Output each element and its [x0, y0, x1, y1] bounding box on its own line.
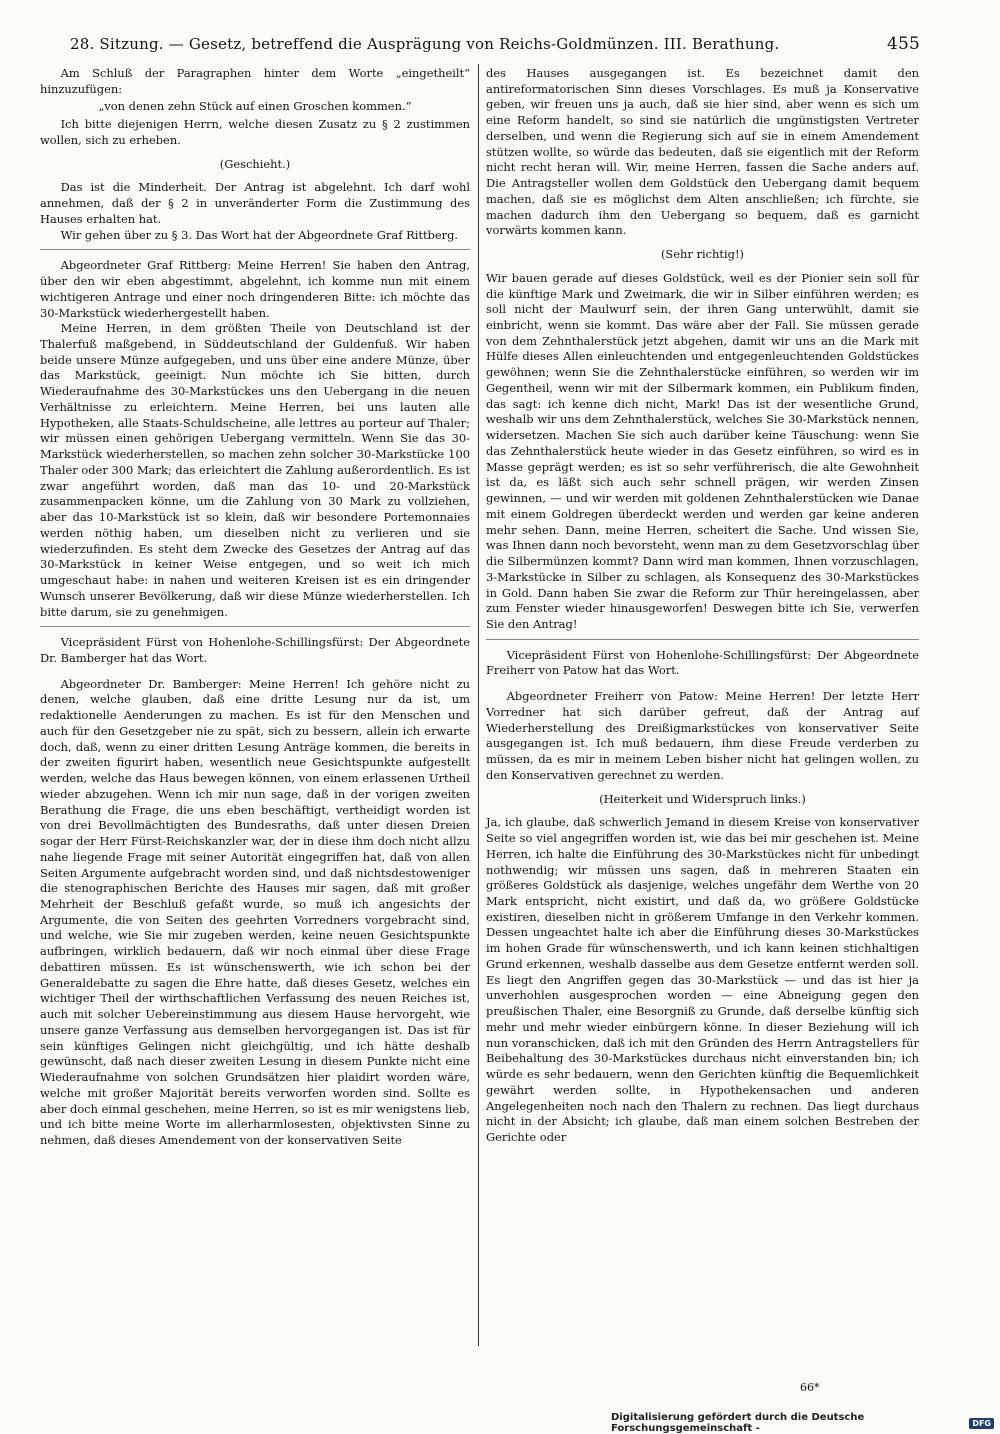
paragraph: Wir bauen gerade auf dieses Goldstück, weil es der Pionier sein soll für die künftige Mark und Zweimark, die wir in Silber einführen werden; es soll nicht der Maulwurf sein, der ihren Gang unterwühlt, damit sie einbricht, wenn sie kommt. Das wäre aber der Fall. Sie müssen gerade von dem Zehnthalerstück jetzt abgehen, damit wir uns an die Mark mit Hülfe dieses Allen einleuchtenden und entgegenleuchtenden Goldstückes gewöhnen; wenn Sie die Zehnthalerstücke einführen, so werden wir im Gegentheil, wenn wir mit der Silbermark kommen, ein Publikum finden, das sagt: ich kenne dich nicht, Mark! Das ist der wesentliche Grund, weshalb wir uns dem Zehnthalerstück, welches Sie 30-Markstück nennen, widersetzen. Machen Sie sich auch darüber keine Täuschung: wenn Sie das Zehnthalerstück heute wieder in das Gesetz einführen, so wird es in Masse geprägt werden; es ist so sehr verführerisch, die alte Gewohnheit ist da, es läßt sich auch sehr schnell prägen, wir werden Zinsen gewinnen, — und wir werden mit goldenen Zehnthalerstücken wie Danae mit einem Goldregen überdeckt werden und werden gar keine anderen mehr sehen. Dann, meine Herren, scheitert die Sache. Und wissen Sie, was Ihnen dann noch bevorsteht, wenn man zu dem Gesetzvorschlag über die Silbermünzen kommt? Dann wird man kommen, Ihnen vorzuschlagen, 3-Markstücke in Silber zu schlagen, als Konsequenz des 30-Markstückes in Gold. Dann haben Sie zwar die Reform zur Thür hereingelassen, aber zum Fenster wieder hinausgeworfen! Deswegen bitte ich Sie, verwerfen Sie den Antrag! [486, 270, 919, 631]
left-column [40, 66, 470, 1149]
speech-paragraph: Meine Herren, in dem größten Theile von Deutschland ist der Thalerfuß maßgebend, in Süddeutschland der Guldenfuß. Wir haben beide unsere Münze aufgegeben, und uns über eine andere Münze, über das Markstück, geeinigt. Nun möchte ich Sie bitten, durch Wiederaufnahme des 30-Markstückes uns den Uebergang in die neuen Verhältnisse zu erleichtern. Meine Herren, bei uns lauten alle Hypotheken, alle Staats-Schuldscheine, alle lettres au porteur auf Thaler; wir müssen einen gehörigen Uebergang vermitteln. Wenn Sie das 30-Markstück wiederherstellen, so machen zehn solcher 30-Markstücke 100 Thaler oder 300 Mark; das erleichtert die Zahlung außerordentlich. Es ist zwar angeführt worden, daß man das 10- und 20-Markstück zusammenpacken könne, um die Zahlung von 30 Mark zu vollziehen, aber das 10-Markstück ist so klein, daß wir besondere Portemonnaies werden nöthig haben, um dieselben nicht zu verlieren und sie wiederzufinden. Es steht dem Zwecke des Gesetzes der Antrag auf das 30-Markstück in keiner Weise entgegen, und so weit ich mich umgeschaut habe: in nahen und weiteren Kreisen ist es ein dringender Wunsch unserer Bevölkerung, daß wir diese Münze wiederherstellen. Ich bitte darum, sie zu genehmigen. [40, 321, 470, 619]
speaker-announcement: Vicepräsident Fürst von Hohenlohe-Schillingsfürst: Der Abgeordnete Dr. Bamberger hat das Wort. [40, 635, 470, 665]
dfg-logo: DFG [969, 1418, 994, 1429]
section-rule [40, 626, 470, 627]
speaker-announcement: Vicepräsident Fürst von Hohenlohe-Schillingsfürst: Der Abgeordnete Freiherr von Patow hat das Wort. [486, 647, 919, 678]
speech-paragraph: Abgeordneter Graf Rittberg: Meine Herren! Sie haben den Antrag, über den wir eben abgestimmt, abgelehnt, ich komme nun mit einem wichtigeren Antrage und einer noch dringenderen Bitte: ich möchte das 30-Markstück wiederhergestellt haben. [40, 258, 470, 320]
right-column [486, 66, 919, 1146]
quoted-amendment: „von denen zehn Stück auf einen Groschen kommen.“ [98, 99, 412, 114]
stage-direction: (Sehr richtig!) [660, 247, 745, 262]
paragraph: Wir gehen über zu § 3. Das Wort hat der Abgeordnete Graf Rittberg. [60, 227, 459, 242]
page-title: 28. Sitzung. — Gesetz, betreffend die Ausprägung von Reichs-Goldmünzen. III. Berathung. [70, 35, 780, 53]
paragraph: Das ist die Minderheit. Der Antrag ist abgelehnt. Ich darf wohl annehmen, daß der § 2 in unveränderter Form die Zustimmung des Hauses erhalten hat. [40, 180, 470, 226]
stage-direction: (Geschieht.) [219, 156, 291, 171]
footer [611, 1414, 1000, 1432]
page-header [70, 34, 920, 56]
page-number: 455 [886, 34, 920, 54]
stage-direction: (Heiterkeit und Widerspruch links.) [599, 791, 806, 806]
paragraph: des Hauses ausgegangen ist. Es bezeichnet damit den antireformatorischen Sinn dieses Vorschlages. Es muß ja Konservative geben, wir freuen uns ja auch, daß sie hier sind, aber wenn es sich um eine Reform handelt, so sind sie natürlich die ungünstigsten Vertreter derselben, und wenn die Regierung sich auf sie in einem Amendement stützen wollte, so würde das bedeuten, daß sie eigentlich mit der Reform nicht recht heran will. Wir, meine Herren, fassen die Sache anders auf. Die Antragsteller wollen dem Goldstück den Uebergang damit bequem machen, daß sie es möglichst dem Alten anschließen; ich fürchte, sie machen dadurch ihm den Uebergang so bequem, daß es garnicht vorwärts kommen kann. [486, 66, 919, 238]
column-divider [478, 64, 479, 1346]
paragraph: Ja, ich glaube, daß schwerlich Jemand in diesem Kreise von konservativer Seite so viel angegriffen worden ist, wie das bei mir geschehen ist. Meine Herren, ich halte die Einführung des 30-Markstückes nicht für unbedingt nothwendig; wir müssen uns sagen, daß in mehreren Staaten ein größeres Goldstück als dasjenige, welches ungefähr dem Werthe von 20 Mark entspricht, nicht existirt, und daß da, wo größere Goldstücke existiren, dieselben nicht in größerem Umfange in den Verkehr kommen. Dessen ungeachtet halte ich aber die Einführung dieses 30-Markstückes im hohen Grade für wünschenswerth, und ich kann keinen stichhaltigen Grund erkennen, weshalb dasselbe aus dem Gesetze entfernt werden soll. Es liegt den Angriffen gegen das 30-Markstück — und das ist hier ja unverhohlen ausgesprochen worden — eine Abneigung gegen den preußischen Thaler, eine Besorgniß zu Grunde, daß derselbe künftig sich mehr und mehr wieder einbürgern könne. In dieser Beziehung will ich nun voranschicken, daß ich mit den Gründen des Herrn Antragstellers für Beibehaltung des 30-Markstückes durchaus nicht einverstanden bin; ich würde es sehr bedauern, wenn den Gerichten künftig die Bequemlichkeit gewährt werden sollte, in Hypothekensachen und anderen Angelegenheiten noch nach den Thalern zu rechnen. Das liegt durchaus nicht in der Absicht; ich glaube, daß man einem solchen Bestreben der Gerichte oder [486, 815, 919, 1144]
speech-paragraph: Abgeordneter Dr. Bamberger: Meine Herren! Ich gehöre nicht zu denen, welche glauben, daß eine dritte Lesung nur da ist, um redaktionelle Aenderungen zu machen. Es ist für den Menschen und auch für den Gesetzgeber nie zu spät, sich zu bessern, allein ich erwarte doch, daß, wenn zu einer dritten Lesung Anträge kommen, die bereits in der zweiten figurirt haben, wesentlich neue Gesichtspunkte aufgestellt werden, welche das Haus bewegen können, von einem erlassenen Urtheil wieder abzugehen. Wenn ich mir nun sage, daß in der vorigen zweiten Berathung die Frage, die uns eben beschäftigt, vertheidigt worden ist von drei Bevollmächtigten des Bundesraths, daß unter diesen Dreien sogar der Herr Fürst-Reichskanzler war, der in diese ihm doch nicht allzu nahe liegende Frage mit seiner Autorität eingegriffen hat, daß von allen Seiten Argumente aufgebracht worden sind, und daß nichtsdestoweniger die stenographischen Berichte des Hauses mir sagen, daß mit großer Mehrheit der Beschluß gefaßt wurde, so muß ich angesichts der Argumente, die von Seiten des geehrten Vorredners vorgebracht sind, und welche, wie Sie mir zugeben werden, keine neuen Gesichtspunkte aufbringen, wirklich bedauern, daß wir noch einmal über diese Frage debattiren müssen. Es ist wünschenswerth, wie ich schon bei der Generaldebatte zu sagen die Ehre hatte, daß dieses Gesetz, welches ein wichtiger Theil der wirthschaftlichen Verfassung des neuen Reiches ist, auch mit solcher Uebereinstimmung aus diesem Hause hervorgeht, wie unsere ganze Verfassung aus demselben hervorgegangen ist. Das ist für sein künftiges Gelingen nicht gleichgültig, und ich hätte deshalb gewünscht, daß nach dieser zweiten Lesung in diesem Punkte nicht eine Wiederaufnahme von solchen Grundsätzen hier plaidirt worden wäre, welche mit großer Majorität bereits verworfen worden sind. Sollte es aber doch einmal geschehen, meine Herren, so ist es mir wenigstens lieb, und ich bitte meine Worte im allerharmlosesten, objektivsten Sinne zu nehmen, daß dieses Amendement von der konservativen Seite [40, 676, 470, 1147]
signature-mark: 66* [800, 1381, 820, 1394]
section-rule [40, 249, 470, 250]
section-rule [486, 639, 919, 640]
footer-text: Digitalisierung gefördert durch die Deutsche Forschungsgemeinschaft - [611, 1412, 865, 1434]
paragraph: Ich bitte diejenigen Herrn, welche diesen Zusatz zu § 2 zustimmen wollen, sich zu erheben. [40, 117, 470, 147]
paragraph: Am Schluß der Paragraphen hinter dem Worte „eingetheilt“ hinzuzufügen: [40, 66, 470, 96]
speech-paragraph: Abgeordneter Freiherr von Patow: Meine Herren! Der letzte Herr Vorredner hat sich darüber gefreut, daß der Antrag auf Wiederherstellung des Dreißigmarkstückes von konservativer Seite ausgegangen ist. Ich muß bedauern, ihm diese Freude verderben zu müssen, da es mir in meinem Leben bisher nicht hat gelingen wollen, zu den Konservativen gerechnet zu werden. [486, 689, 919, 782]
